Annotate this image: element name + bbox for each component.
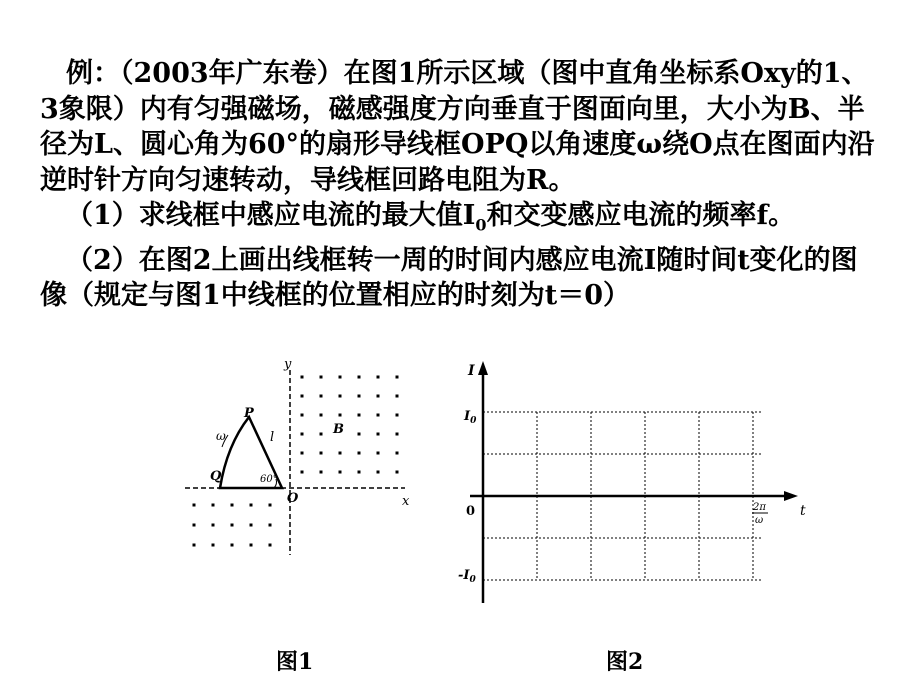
field-dot — [301, 452, 304, 455]
field-dot — [320, 433, 323, 436]
point-p-label: P — [244, 406, 254, 421]
question-1-text-end: 和交变感应电流的频率f。 — [486, 200, 796, 231]
field-dot — [358, 433, 361, 436]
field-dot — [339, 471, 342, 474]
question-2: （2）在图2上画出线框转一周的时间内感应电流I随时间t变化的图像（规定与图1中线框的位置相应的时刻为t＝0） — [40, 244, 858, 312]
field-dot — [250, 544, 253, 547]
x-axis-label: x — [402, 494, 410, 509]
tick-zero: 0 — [466, 504, 476, 519]
field-dot — [212, 524, 215, 527]
field-dot — [301, 414, 304, 417]
field-dot — [301, 376, 304, 379]
t-axis-label: t — [800, 503, 806, 519]
field-dot — [377, 452, 380, 455]
field-dot — [377, 376, 380, 379]
field-dot — [358, 414, 361, 417]
field-dot — [339, 414, 342, 417]
field-dot — [193, 524, 196, 527]
field-dot — [396, 376, 399, 379]
field-dot — [358, 471, 361, 474]
y-axis-label: y — [284, 357, 292, 372]
magnetic-field-dots-quadrant-1 — [301, 376, 399, 474]
field-dot — [320, 395, 323, 398]
problem-text — [40, 56, 880, 314]
field-dot — [212, 504, 215, 507]
field-dot — [396, 471, 399, 474]
problem-paragraph: 例：（2003年广东卷）在图1所示区域（图中直角坐标系Oxy的1、3象限）内有匀强磁场，磁感强度方向垂直于图面向里，大小为B、半径为L、圆心角为60°的扇形导线框OPQ以角速度ω绕O点在图面内沿逆时针方向匀速转动，导线框回路电阻为R。 — [40, 58, 875, 196]
field-dot — [396, 414, 399, 417]
question-1 — [40, 198, 880, 243]
field-dot — [269, 524, 272, 527]
figure-2 — [440, 355, 820, 615]
field-b-label: B — [333, 422, 344, 437]
field-dot — [301, 395, 304, 398]
tick-neg-i0: $-I_0$ — [458, 568, 476, 585]
field-dot — [339, 452, 342, 455]
omega-label: ω — [216, 429, 226, 443]
field-dot — [301, 471, 304, 474]
figure-1-caption: 图1 — [276, 649, 314, 675]
field-dot — [320, 452, 323, 455]
field-dot — [231, 544, 234, 547]
tick-end-denominator: ω — [755, 515, 764, 526]
field-dot — [396, 433, 399, 436]
field-dot — [339, 395, 342, 398]
field-dot — [377, 433, 380, 436]
field-dot — [269, 504, 272, 507]
field-dot — [231, 504, 234, 507]
tick-i0: $I_0$ — [464, 409, 477, 426]
field-dot — [358, 452, 361, 455]
field-dot — [396, 452, 399, 455]
figure-1 — [180, 355, 430, 555]
length-label: l — [270, 430, 275, 445]
field-dot — [320, 376, 323, 379]
t-axis-arrow — [784, 491, 798, 501]
figure-2-caption: 图2 — [606, 649, 644, 675]
field-dot — [377, 471, 380, 474]
field-dot — [231, 524, 234, 527]
field-dot — [269, 544, 272, 547]
question-1-subscript: 0 — [475, 215, 487, 235]
field-dot — [250, 524, 253, 527]
tick-end-numerator: 2π — [753, 502, 766, 513]
field-dot — [212, 544, 215, 547]
field-dot — [193, 504, 196, 507]
field-dot — [339, 376, 342, 379]
field-dot — [377, 414, 380, 417]
i-axis-label: I — [468, 363, 475, 379]
point-q-label: Q — [210, 469, 222, 484]
field-dot — [396, 395, 399, 398]
question-1-text: （1）求线框中感应电流的最大值I — [66, 200, 476, 231]
field-dot — [320, 414, 323, 417]
angle-label: 60° — [260, 474, 278, 485]
i-axis-arrow — [478, 361, 488, 375]
field-dot — [377, 395, 380, 398]
field-dot — [358, 395, 361, 398]
origin-label: O — [287, 491, 299, 506]
magnetic-field-dots-quadrant-3 — [193, 504, 272, 556]
field-dot — [320, 471, 323, 474]
field-dot — [193, 544, 196, 547]
field-dot — [250, 504, 253, 507]
field-dot — [301, 433, 304, 436]
field-dot — [358, 376, 361, 379]
